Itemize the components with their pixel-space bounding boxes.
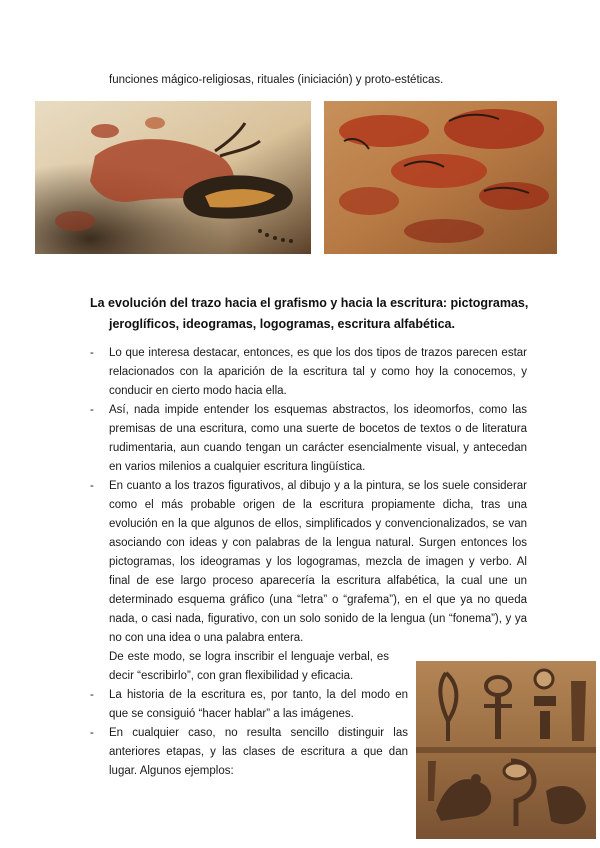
- list-item-text: En cuanto a los trazos figurativos, al dibujo y a la pintura, se los suele considerar como el más probable origen de la escritura propiamente dicha, tras una evolución en la que algunos de ellos, simplificados y convencionalizados, se van asociando con ideas y con palabras de la lengua natural. Surgen entonces los pictogramas, los ideogramas y los logogramas, mezcla de imagen y verbo. Al final de ese largo proceso aparecería la escritura alfabética, la cual une un determinado esquema gráfico (una “letra” o “grafema”), en el que ya no queda nada, o casi nada, figurativo, con un solo sonido de la lengua (un “fonema”), y ya no con una idea o una palabra entera.: [109, 480, 527, 644]
- list-item-text: La historia de la escritura es, por tanto, la del modo en que se consiguió “hacer hablar” a las imágenes.: [109, 689, 408, 720]
- list-item-text: Lo que interesa destacar, entonces, es que los dos tipos de trazos parecen estar relacionados con la aparición de la escritura tal y como hoy la conocemos, y conducir en cierto modo hacia ella.: [109, 347, 527, 397]
- list-item: [90, 344, 527, 401]
- cave-painting-horses-image: [35, 101, 311, 254]
- list-item: [90, 686, 408, 724]
- list-item: [90, 477, 527, 686]
- intro-line: funciones mágico-religiosas, rituales (iniciación) y proto-estéticas.: [109, 74, 444, 86]
- list-item-text: En cualquier caso, no resulta sencillo distinguir las anteriores etapas, y las clases de escritura a que dan lugar. Algunos ejemplos:: [109, 727, 408, 777]
- bullet-marker: -: [90, 347, 94, 359]
- list-item: [90, 724, 408, 781]
- bullet-marker: -: [90, 404, 94, 416]
- list-item: [90, 401, 527, 477]
- bullet-marker: -: [90, 480, 94, 492]
- section-heading: [90, 293, 540, 335]
- list-item-text: Así, nada impide entender los esquemas abstractos, los ideomorfos, como las premisas de una escritura, como una suerte de bocetos de textos o de literatura rudimentaria, aun cuando tengan un carácter esencialmente visual, y antecedan en varios milenios a cualquier escritura lingüística.: [109, 404, 527, 473]
- bullet-marker: -: [90, 727, 94, 739]
- heading-line-1: La evolución del trazo hacia el grafismo y hacia la escritura: pictogramas,: [90, 296, 529, 310]
- list-item-continuation: De este modo, se logra inscribir el lenguaje verbal, es decir “escribirlo”, con gran flexibilidad y eficacia.: [109, 651, 389, 682]
- heading-line-2: jeroglíficos, ideogramas, logogramas, escritura alfabética.: [109, 317, 455, 331]
- bullet-marker: -: [90, 689, 94, 701]
- hieroglyphs-image: [416, 661, 596, 839]
- cave-painting-bison-image: [324, 101, 557, 254]
